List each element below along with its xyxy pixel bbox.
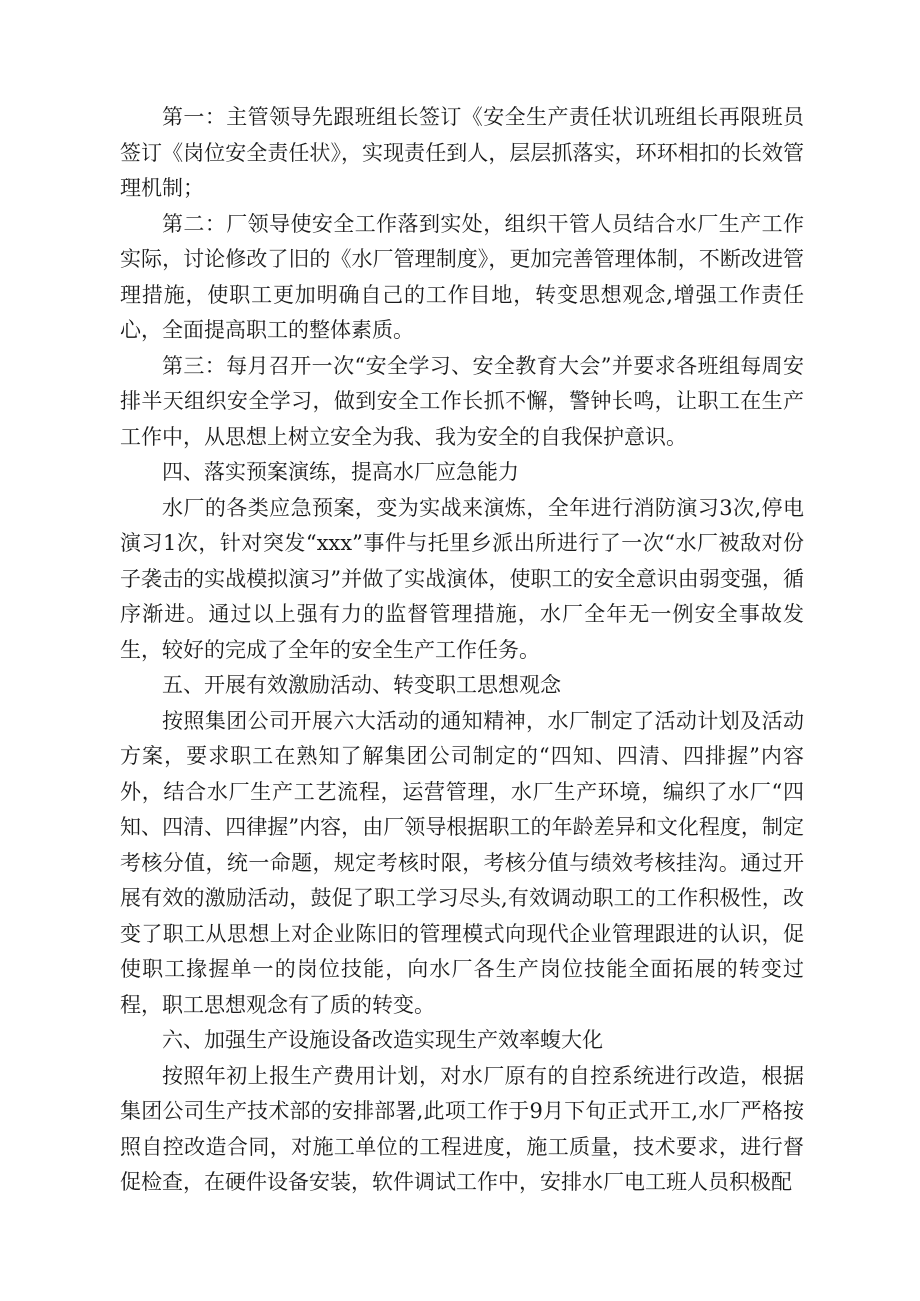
document-body [120,100,804,1201]
section-heading-5: 五、开展有效激励活动、转变职工思想观念 [162,673,561,697]
paragraph-3: 第三：每月召开一次“安全学习、安全教育大会”并要求各班组每周安排半天组织安全学习，做到安全工作长抓不懈，警钟长鸣，让职工在生产工作中，从思想上树立安全为我、我为安全的自我保护意识。 [120,353,804,449]
paragraph-7: 按照集团公司开展六大活动的通知精神，水厂制定了活动计划及活动方案，要求职工在熟知了解集团公司制定的“四知、四清、四排握”内容外，结合水厂生产工艺流程，运营管理，水厂生产环境，编织了水厂“四知、四清、四律握”内容，由厂领导根据职工的年龄差异和文化程度，制定考核分值，统一命题，规定考核时限，考核分值与绩效考核挂沟。通过开展有效的激励活动，鼓促了职工学习尽头,有效调动职工的工作积极性，改变了职工从思想上对企业陈旧的管理模式向现代企业管理跟进的认识，促使职工掾握单一的岗位技能，向水厂各生产岗位技能全面拓展的转变过程，职工思想观念有了质的转变。 [120,708,804,1017]
paragraph-2: 第二：厂领导使安全工作落到实处，组织干管人员结合水厂生产工作实际，讨论修改了旧的《水厂管理制度》，更加完善管理体制，不断改进管理措施，使职工更加明确自己的工作目地，转变思想观念,增强工作责任心，全面提高职工的整体素质。 [120,211,804,342]
section-heading-4: 四、落实预案演练，提高水厂应急能力 [162,460,519,484]
paragraph-9: 按照年初上报生产费用计划，对水厂原有的自控系统进行改造，根据集团公司生产技术部的安排部署,此项工作于9月下旬正式开工,水厂严格按照自控改造合同，对施工单位的工程进度，施工质量，技术要求，进行督促检查，在硬件设备安装，软件调试工作中，安排水厂电工班人员积极配 [120,1063,804,1194]
paragraph-1: 第一：主管领导先跟班组长签订《安全生产责任状讥班组长再限班员签订《岗位安全责任状》，实现责任到人，层层抓落实，环环相扣的长效管理机制； [120,105,804,200]
paragraph-5: 水厂的各类应急预案，变为实战来演炼，全年进行消防演习3次,停电演习1次，针对突发“xxx”事件与托里乡派出所进行了一次“水厂被敌对份子袭击的实战模拟演习”并做了实战演体，使职工的安全意识由弱变强，循序渐进。通过以上强有力的监督管理措施，水厂全年无一例安全事故发生，较好的完成了全年的安全生产工作任务。 [120,495,804,662]
section-heading-6: 六、加强生产设施设备改造实现生产效率蝮大化 [162,1028,603,1052]
